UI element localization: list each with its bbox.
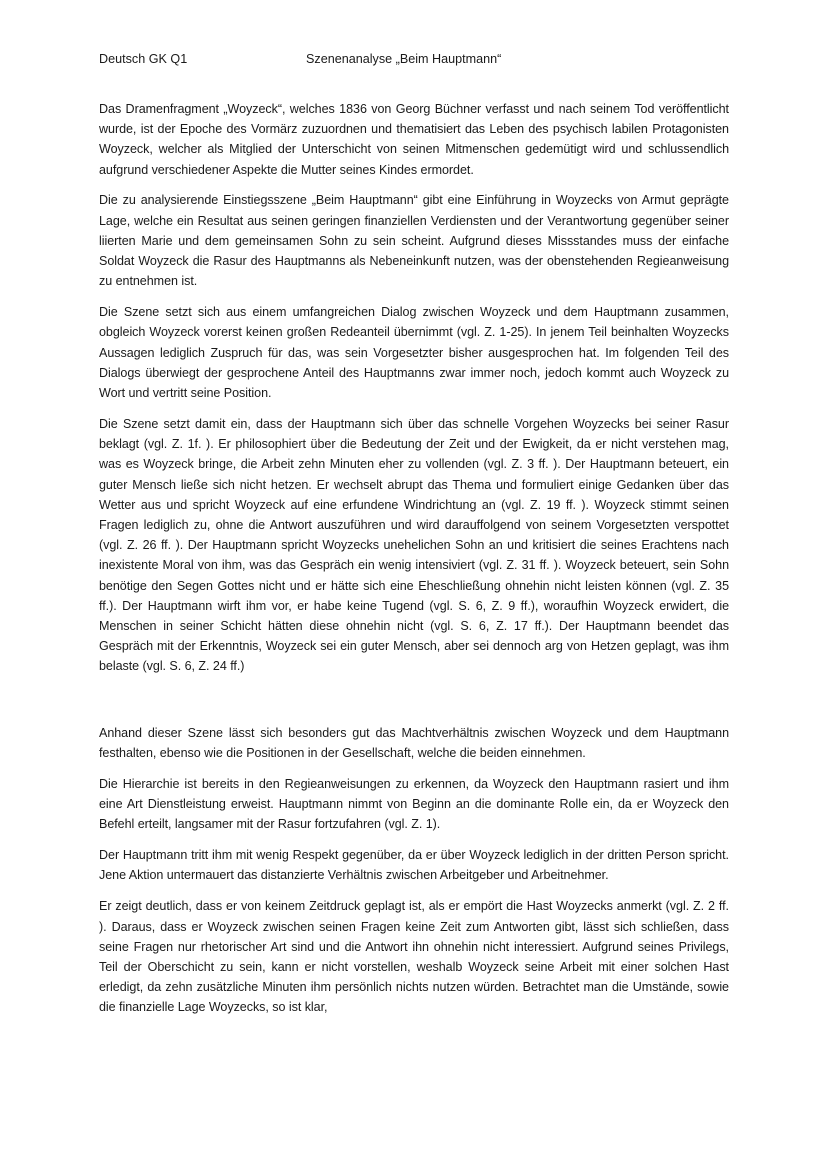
paragraph-dialog-structure: Die Szene setzt sich aus einem umfangreichen Dialog zwischen Woyzeck und dem Hauptmann zusammen, obgleich Woyzeck vorerst keinen großen Redeanteil übernimmt (vgl. Z. 1-25). In jenem Teil beinhalten Woyzecks Aussagen lediglich Zuspruch für das, was sein Vorgesetzter bisher ausgesprochen hat. Im folgenden Teil des Dialogs überwiegt der gesprochene Anteil des Hauptmanns zwar immer noch, jedoch kommt auch Woyzeck zu Wort und vertritt seine Position. — [99, 305, 729, 400]
paragraph-time-pressure: Er zeigt deutlich, dass er von keinem Zeitdruck geplagt ist, als er empört die Hast Woyzecks anmerkt (vgl. Z. 2 ff. ). Daraus, dass er Woyzeck zwischen seinen Fragen keine Zeit zum Antworten gibt, lässt sich schließen, dass seine Fragen nur rhetorischer Art sind und die Antwort ihn ohnehin nicht interessiert. Aufgrund seines Privilegs, Teil der Oberschicht zu sein, kann er nicht vorstellen, weshalb Woyzeck seine Arbeit mit einer solchen Hast erledigt, da zehn zusätzliche Minuten ihm persönlich nichts nutzen würden. Betrachtet man die Umstände, sowie die finanzielle Lage Woyzecks, so ist klar, — [99, 899, 729, 1015]
paragraph-hierarchy: Die Hierarchie ist bereits in den Regieanweisungen zu erkennen, da Woyzeck den Hauptmann rasiert und ihm eine Art Dienstleistung erweist. Hauptmann nimmt von Beginn an die dominante Rolle ein, da er Woyzeck den Befehl erteilt, langsamer mit der Rasur fortzufahren (vgl. Z. 1). — [99, 776, 729, 832]
paragraph-respect: Der Hauptmann tritt ihm mit wenig Respekt gegenüber, da er über Woyzeck lediglich in der dritten Person spricht. Jene Aktion untermauert das distanzierte Verhältnis zwischen Arbeitgeber und Arbeitnehmer. — [99, 848, 729, 883]
paragraph-power-relation: Anhand dieser Szene lässt sich besonders gut das Machtverhältnis zwischen Woyzeck und dem Hauptmann festhalten, ebenso wie die Positionen in der Gesellschaft, welche die beiden einnehmen. — [99, 725, 729, 760]
course-label: Deutsch GK Q1 — [99, 52, 188, 66]
paragraph-introduction: Das Dramenfragment „Woyzeck“, welches 1836 von Georg Büchner verfasst und nach seinem Tod veröffentlicht wurde, ist der Epoche des Vormärz zuzuordnen und thematisiert das Leben des psychisch labilen Protagonisten Woyzeck, welcher als Mitglied der Unterschicht von seinen Mitmenschen gedemütigt wird und schlussendlich aufgrund verschiedener Aspekte die Mutter seines Kindes ermordet. — [99, 102, 729, 177]
paragraph-scene-context: Die zu analysierende Einstiegsszene „Beim Hauptmann“ gibt eine Einführung in Woyzecks von Armut geprägte Lage, welche ein Resultat aus seinen geringen finanziellen Verdiensten und der Verantwortung gegenüber seiner liierten Marie und dem gemeinsamen Sohn zu sein scheint. Aufgrund dieses Missstandes muss der einfache Soldat Woyzeck die Rasur des Hauptmanns als Nebeneinkunft nutzen, was der obenstehenden Regieanweisung zu entnehmen ist. — [99, 193, 729, 289]
paragraph-scene-summary: Die Szene setzt damit ein, dass der Hauptmann sich über das schnelle Vorgehen Woyzecks bei seiner Rasur beklagt (vgl. Z. 1f. ). Er philosophiert über die Bedeutung der Zeit und der Ewigkeit, da er nicht verstehen mag, was es Woyzeck bringe, die Arbeit zehn Minuten eher zu vollenden (vgl. Z. 3 ff. ). Der Hauptmann beteuert, ein guter Mensch ließe sich nicht hetzen. Er wechselt abrupt das Thema und formuliert einige Gedanken über das Wetter aus und spricht Woyzeck auf eine erfundene Windrichtung an (vgl. Z. 19 ff. ). Woyzeck stimmt seinen Fragen lediglich zu, ohne die Antwort auszuführen und wird darauffolgend von seinem Vorgesetzten verspottet (vgl. Z. 26 ff. ). Der Hauptmann spricht Woyzecks unehelichen Sohn an und kritisiert die seines Erachtens nach inexistente Moral von ihm, was das Gespräch ein wenig intensiviert (vgl. Z. 31 ff. ). Woyzeck beteuert, sein Sohn benötige den Segen Gottes nicht und er hätte sich eine Eheschließung ohnehin nicht leisten können (vgl. Z. 35 ff.). Der Hauptmann wirft ihm vor, er habe keine Tugend (vgl. S. 6, Z. 9 ff.), woraufhin Woyzeck erwidert, die Menschen in seiner Schicht hätten diese ohnehin nicht (vgl. S. 6, Z. 17 ff.). Der Hauptmann beendet das Gespräch mit der Erkenntnis, Woyzeck sei ein guter Mensch, aber sei dennoch arg von Hetzen geplagt, was ihm belaste (vgl. S. 6, Z. 24 ff.) — [99, 416, 729, 674]
document-body — [99, 99, 729, 1018]
document-title: Szenenanalyse „Beim Hauptmann“ — [306, 52, 502, 66]
